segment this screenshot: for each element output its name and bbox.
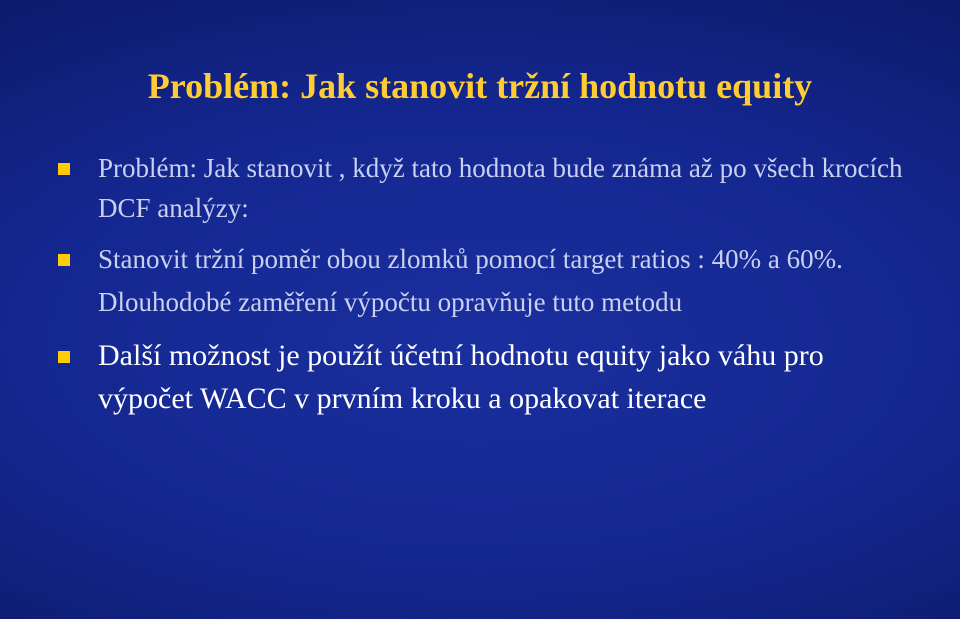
square-bullet-icon (58, 163, 70, 175)
bullet-item (58, 334, 918, 420)
slide-title: Problém: Jak stanovit tržní hodnotu equity (147, 66, 813, 107)
bullet-text: Další možnost je použít účetní hodnotu equity jako váhu pro výpočet WACC v prvním kroku a opakovat iterace (98, 339, 824, 415)
bullet-item (58, 148, 918, 228)
bullet-list (58, 148, 918, 430)
square-bullet-icon (58, 254, 70, 266)
square-bullet-icon (58, 351, 70, 363)
bullet-item (58, 238, 918, 324)
bullet-text: Stanovit tržní poměr obou zlomků pomocí target ratios : 40% a 60%. Dlouhodobé zaměření výpočtu opravňuje tuto metodu (98, 244, 843, 317)
bullet-text: Problém: Jak stanovit , když tato hodnota bude známa až po všech krocích DCF analýzy: (98, 153, 903, 223)
